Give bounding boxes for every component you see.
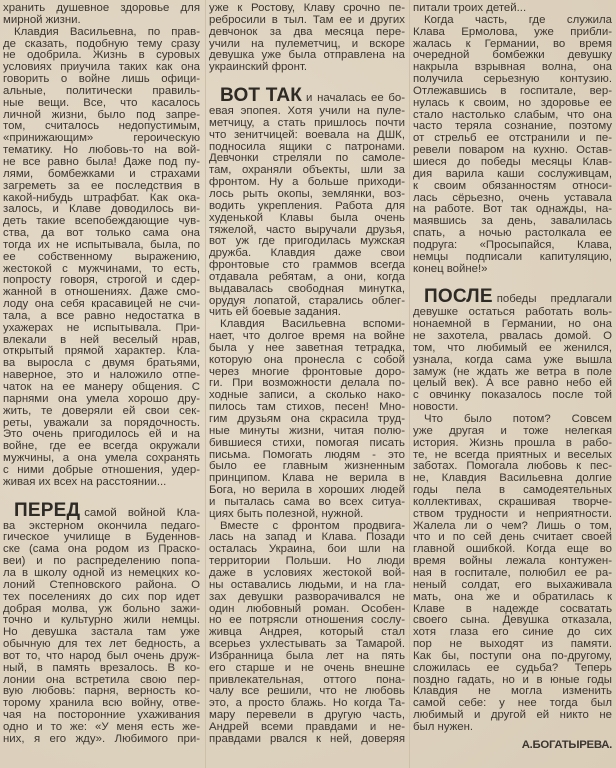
text-line: история. Жизнь прошла в рабо- (413, 436, 612, 449)
section-lead-word: ПОСЛЕ (424, 286, 493, 308)
text-line: принципом. Клава не верила в (209, 472, 405, 485)
text-line: пор не выходят из памяти. (413, 638, 612, 651)
text-line: девушке остаться работать воль- (413, 306, 612, 319)
text-line: Девчонки стреляли по самоле- (209, 152, 405, 165)
text-line: стало настолько слабым, что она (413, 108, 612, 121)
text-line: отдавала ребятам, а они, когда (209, 270, 405, 283)
text-line: вот уж где пригодилась мужская (209, 235, 405, 248)
paragraph (3, 27, 200, 489)
text-line: и пыталась сама во всех ситуа- (209, 495, 405, 508)
text-line: Клавдия не могла изменить (413, 685, 612, 698)
text-line: лось рыть окопы, землянки, воз- (209, 187, 405, 200)
paragraph (209, 521, 405, 746)
paragraph (413, 15, 612, 276)
text-line: своего сына. Девушка отказала, (413, 614, 612, 627)
text-line: живца Андрея, который стал (209, 626, 405, 639)
text-line: Жалела ли о чем? Лишь о том, (413, 519, 612, 532)
text-line: мирной жизни. (3, 13, 81, 26)
text-line: лонии она встретила свою пер- (3, 673, 200, 686)
text-line: спать, а ночью растолкала ее (413, 227, 612, 240)
section-lead-word: ВОТ ТАК (220, 85, 303, 107)
text-line: ухажерах не испытывала. При- (3, 321, 200, 334)
text-line: жалась к Германии, во время (413, 37, 612, 50)
text-line: гим друзьям она скрасила труд- (209, 413, 405, 425)
text-line: маявшись за день, завалилась (413, 215, 612, 228)
text-line: с ними добрые отношения, удер- (3, 463, 200, 476)
text-line: залось, и Клаве доводилось ви- (3, 203, 200, 216)
paragraph (209, 3, 405, 74)
text-line: них, я его жду». Любимого при- (3, 732, 200, 745)
text-line: накрыла взрывная волна, она (413, 61, 612, 74)
text-line: ребросили в тыл. Там ее и других (209, 13, 405, 26)
text-line: победы предлагали (496, 293, 612, 306)
text-line: на работе. Вот так однажды, на- (413, 203, 612, 216)
text-line: не захотела, рвалась домой. О (413, 330, 612, 343)
text-line: подносила ящики с патронами. (209, 140, 405, 153)
text-line: вот то, что народ был очень друж- (3, 649, 200, 662)
text-line: веи) и по распределению попа- (3, 555, 200, 568)
text-line: получила серьезную контузию. (413, 73, 612, 86)
text-line: Избранница была лет на пять (209, 649, 405, 662)
text-line: ходные записи, а сколько нако- (209, 389, 405, 402)
text-line: Но девушка застала там уже (3, 626, 200, 639)
text-line: но ее потрясли отношения сослу- (209, 614, 405, 627)
text-line: войне, где ее всегда окружали (3, 440, 200, 453)
lead-line (3, 501, 200, 521)
text-line: Когда часть, где служила (424, 13, 612, 26)
text-line: Клава Ермолова, уже прибли- (413, 25, 612, 38)
text-line: загреметь за ее последствия в (3, 179, 200, 192)
text-line: чалу все решили, что не любовь (209, 685, 405, 698)
text-line: ны оставались людьми, и на гла- (209, 578, 405, 591)
text-line: мать, она же и обратилась к (413, 590, 612, 603)
section-paragraph (3, 501, 200, 746)
text-line: главной ошибкой. Когда еще во (413, 543, 612, 556)
text-line: Клавдия Васильевна, по прав- (14, 25, 200, 38)
text-line: мару перевели в другую часть, (209, 709, 405, 722)
text-line: открытый прямой характер. Кла- (3, 345, 200, 358)
text-line: часто теряла сознание, поэтому (413, 120, 612, 133)
text-line: коллективах, скрашивая творче- (413, 495, 612, 508)
text-line: жанной в отношениях. Даже смо- (3, 286, 200, 299)
text-line: орудуя лопатой, старались облег- (209, 294, 405, 307)
text-line: точно и культурно жили немцы. (3, 614, 200, 627)
text-line: неный солдат, его выхаживала (413, 578, 612, 591)
text-line: наверное, это и наложило отпе- (3, 369, 200, 382)
text-line: Вместе с фронтом продвига- (220, 519, 405, 532)
text-line: хотя глаза его синие до сих (413, 626, 612, 639)
text-line: лась на запад и Клава. Позади (209, 531, 405, 544)
text-line: питали троих детей... (413, 2, 527, 14)
text-line: там, охраняли объекты, шли за (209, 164, 405, 177)
text-line: к своим обязанностям относи- (413, 179, 612, 192)
text-line: немцы подписали капитуляцию, (413, 250, 612, 263)
text-line: том, что любимый ее женился, (413, 341, 612, 354)
text-line: подруга: «Просыпайся, Клава, (413, 238, 612, 251)
text-line: был нужен. (413, 720, 474, 733)
lead-line (209, 86, 405, 106)
text-line: Клаве в надежде сосватать (413, 602, 612, 615)
text-line: ске (сама она родом из Праско- (3, 543, 200, 556)
text-line: осталась Украина, бои шли на (209, 543, 405, 556)
text-line: было ее главным жизненным (209, 460, 405, 473)
text-line: зах девушки разворачивался не (209, 590, 405, 603)
text-line: Отлежавшись в госпитале, вер- (413, 84, 612, 97)
text-line: тяжелой, часто выручали друзья, (209, 223, 405, 236)
text-line: лась сёрьезно, очень уставала (413, 191, 612, 204)
article-column-2 (209, 3, 405, 746)
text-line: лями, бомбежками и страхами (3, 167, 200, 180)
text-line: Бога, но верила в хороших людей (209, 484, 405, 497)
paragraph (413, 414, 612, 734)
text-line: Как бы, поступи она по-другому, (413, 649, 612, 662)
text-line: личной жизни, было под запре- (3, 108, 200, 121)
text-line: ва выросла с двумя братьями, (3, 357, 200, 370)
text-line: один любовный роман. Особен- (209, 602, 405, 615)
article-column-1 (3, 3, 200, 746)
text-line: ный, в память врезалось. В ко- (3, 661, 200, 674)
text-line: водить укрепления. Работа для (209, 199, 405, 212)
text-line: фронтовые сто граммов всегда (209, 259, 405, 272)
text-line: дружба. Клавдия даже свои (209, 247, 405, 260)
text-line: обычную для тех лет бедность, а (3, 638, 200, 651)
text-line: ства, да вот только сама она (3, 227, 200, 240)
text-line: привлекательная, оттого пона- (209, 673, 405, 686)
text-line: нает, что долгое время на войне (209, 330, 405, 343)
text-line: это, а просто блажь. Но когда Та- (209, 697, 405, 710)
text-line: очередной бомбежки девушку (413, 49, 612, 62)
text-line: ная в госпитале, полюбил ее ра- (413, 566, 612, 579)
text-line: попросту говоря, строгой и сдер- (3, 274, 200, 287)
text-line: торому хранила всю войну, отве- (3, 697, 200, 710)
text-line: которую она пронесла с собой (209, 353, 405, 366)
lead-line (413, 287, 612, 307)
text-line: заботах. Помогала любовь к пес- (413, 460, 612, 473)
column-divider (205, 0, 206, 768)
text-line: де сказать, подобную тему сразу (3, 37, 200, 50)
text-line: ные минуты жизни, читая полю- (209, 424, 405, 437)
text-line: конец войне!» (413, 262, 488, 275)
text-line: всерьез ухлестывать за Тамарой. (209, 638, 405, 651)
text-line: время войны лежала контужен- (413, 555, 612, 568)
text-line: целый век). А все равно небо ей (413, 377, 612, 390)
text-line: девчонок за два месяца пере- (209, 25, 405, 38)
section-lead-word: ПЕРЕД (14, 499, 81, 521)
section-paragraph (209, 86, 405, 319)
text-line: тех поселениях до сих пор идет (3, 590, 200, 603)
text-line: ги. При возможности делала по- (209, 377, 405, 390)
text-line: тогда их не испытывала, была, по (3, 238, 200, 251)
text-line: дия варила каши сослуживцам, (413, 167, 612, 180)
text-line: шиеся до победы месяцы Клав- (413, 155, 612, 168)
text-line: ством трудности и неприятности. (413, 507, 612, 520)
text-line: «принижающим» героическую (3, 132, 200, 145)
text-line: с овчинку показалось после той (413, 389, 612, 402)
text-line: территории Польши. Но люди (209, 555, 405, 568)
text-line: ные вещи. Все, что касалось (3, 96, 200, 109)
text-line: парнями она умела хорошо дру- (3, 392, 200, 405)
text-line: евая эпопея. Хотя учили на пуле- (209, 105, 405, 118)
text-line: жестокой с мужчинами, то есть, (3, 262, 200, 275)
text-line: Андрей всеми правдами и не- (209, 720, 405, 733)
text-line: пилось там стихов, песен! Мно- (209, 401, 405, 414)
text-line: была у нее заветная тетрадка, (209, 341, 405, 354)
text-line: фронтом. Ну а больше приходи- (209, 176, 405, 189)
text-line: и началась ее бо- (306, 92, 405, 105)
text-line: чить ей боевые задания. (209, 306, 341, 319)
text-line: узнала, когда сама уже вышла (413, 353, 612, 366)
text-line: лоду она себя красавицей не счи- (3, 298, 200, 311)
text-line: влекали в ней веселый нрав, (3, 333, 200, 346)
text-line: реты, уважали за порядочность. (3, 416, 200, 429)
text-line: учили на пулеметчиц, и вскоре (209, 37, 405, 50)
paragraph (209, 319, 405, 520)
text-line: нулась к своим, но здоровье ее (413, 96, 612, 109)
text-line: правдами рвался к ней, доверяя (209, 732, 405, 745)
text-line: метчицу, а стать пришлось почти (209, 116, 405, 129)
text-line: девушка уже была отправлена на (209, 49, 405, 62)
text-line: ее собственному выражению, (3, 250, 200, 263)
paragraph (3, 3, 200, 27)
text-line: что и по сей день считает своей (413, 531, 612, 544)
text-line: какой-нибудь штрафбат. Как ока- (3, 191, 200, 204)
text-line: тала, а все равно недостатка в (3, 309, 200, 322)
text-line: живая их всех на расстоянии... (3, 475, 167, 488)
column-divider (409, 0, 410, 768)
text-line: ревели поваром на кухню. Остав- (413, 144, 612, 157)
text-line: говорить о войне лишь офици- (3, 73, 200, 86)
text-line: самой войной Кла- (84, 506, 200, 519)
text-line: Что было потом? Совсем (424, 413, 612, 425)
text-line: чая на посторонние ухаживания (3, 709, 200, 722)
text-line: альные, политически правиль- (3, 84, 200, 97)
text-line: Клавдия Васильевна вспоми- (220, 318, 405, 331)
text-line: хранить душевное здоровье для (3, 2, 200, 14)
text-line: циях быть полезной, нужной. (209, 507, 364, 520)
text-line: через многие фронтовые доро- (209, 365, 405, 378)
text-line: ла в школу одной из немецких ко- (3, 566, 200, 579)
text-line: условиях приучила таких как она (3, 61, 200, 74)
text-line: самой себе: у нее тогда был (413, 697, 612, 710)
text-line: выдавалась свободная минутка, (209, 282, 405, 295)
text-line: не, Клавдия Васильевна долгие (413, 472, 612, 485)
text-line: любимый и другой ей никто не (413, 709, 612, 722)
text-line: мужчины, а она умела сохранять (3, 452, 200, 465)
text-line: даже в условиях жестокой вой- (209, 566, 405, 579)
text-line: одно и то же: «У меня есть же- (3, 720, 200, 733)
text-line: тематику. Но любовь-то на вой- (3, 144, 200, 157)
text-line: добрая молва, уж больно зажи- (3, 602, 200, 615)
text-line: ва экстерном окончила педаго- (3, 519, 200, 532)
text-line: что зенитчицей: воевала на ДШК, (209, 128, 405, 141)
text-line: его старше и не очень внешне (209, 661, 405, 674)
text-line: худенькой Клавы была очень (209, 211, 405, 224)
text-line: поздно гадать, но и в юные годы (413, 673, 612, 686)
text-line: новости. (413, 401, 459, 414)
section-paragraph (413, 287, 612, 414)
text-line: Это очень пригодилось ей и на (3, 428, 200, 441)
text-line: чаток на ее манеру общения. С (3, 381, 200, 393)
text-line: уже к Ростову, Клаву срочно пе- (209, 2, 405, 14)
text-line: гическое училище в Буденнов- (3, 531, 200, 544)
text-line: не все равно была! Даже под пу- (3, 155, 200, 168)
text-line: лоний Степновского района. О (3, 578, 200, 591)
author-signature: А.БОГАТЫРЕВА. (521, 738, 612, 751)
text-line: те, не всегда приятных и веселых (413, 448, 612, 461)
text-line: деть такие всепобеждающие чув- (3, 215, 200, 228)
text-line: сложилась ее судьба? Теперь (413, 661, 612, 674)
text-line: письма. Помогать людям - это (209, 448, 405, 461)
text-line: не одобрила. Жизнь в суровых (3, 49, 200, 62)
text-line: жить, те доверяли ей свои сек- (3, 404, 200, 417)
text-line: от стрельб ее отстранили и пе- (413, 132, 612, 145)
text-line: украинский фронт. (209, 61, 308, 74)
text-line: замуж (не ждать же ветра в поле (413, 365, 612, 378)
text-line: годы пела в самодеятельных (413, 484, 612, 497)
text-line: том, считалось недопустимым, (3, 120, 200, 133)
text-line: нонаемной в Германии, но она (413, 318, 612, 331)
article-column-3 (413, 3, 612, 752)
text-line: бившиеся стихи, помогая писать (209, 436, 405, 449)
text-line: уже другая и тоже нелегкая (413, 424, 612, 437)
text-line: вую любовь: парня, верность ко- (3, 685, 200, 698)
